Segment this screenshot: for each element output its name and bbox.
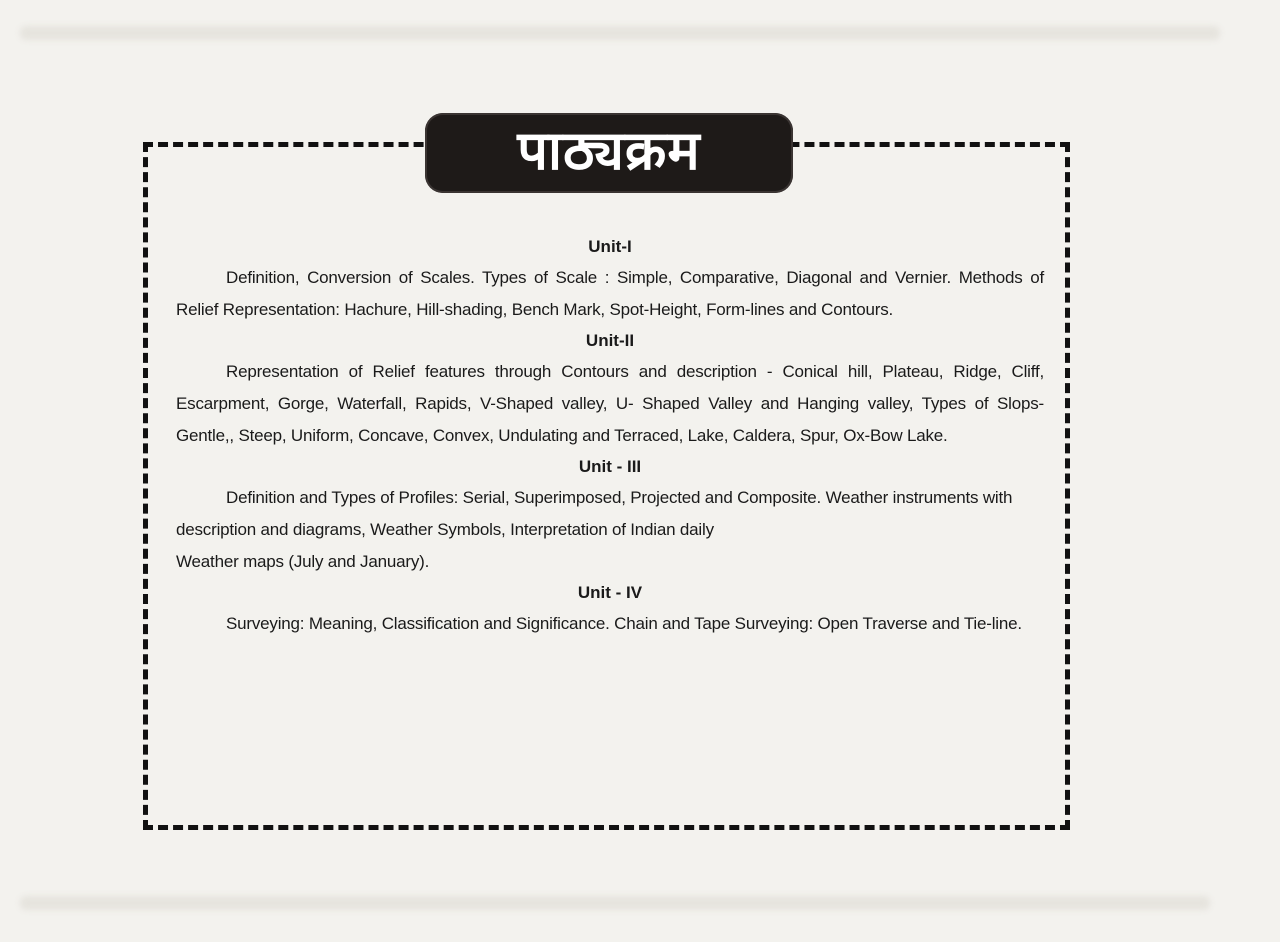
unit-3-section [176, 452, 1044, 578]
bleed-through-bottom [20, 896, 1210, 910]
unit-1-heading: Unit-I [588, 237, 632, 256]
page-title: पाठ्यक्रम [517, 119, 701, 182]
unit-3-heading: Unit - III [578, 457, 642, 476]
unit-2-section [176, 326, 1044, 452]
unit-2-heading: Unit-II [585, 331, 635, 350]
unit-1-description: Definition, Conversion of Scales. Types of Scale : Simple, Comparative, Diagonal and Vernier. Methods of Relief Representation: Hachure, Hill-shading, Bench Mark, Spot-Height, Form-lines and Contours. [176, 268, 1044, 319]
unit-2-description: Representation of Relief features through Contours and description - Conical hill, Plateau, Ridge, Cliff, Escarpment, Gorge, Waterfall, Rapids, V-Shaped valley, U- Shaped Valley and Hanging valley, Types of Slops-Gentle,, Steep, Uniform, Concave, Convex, Undulating and Terraced, Lake, Caldera, Spur, Ox-Bow Lake. [176, 362, 1044, 445]
unit-4-description: Surveying: Meaning, Classification and Significance. Chain and Tape Surveying: Open Traverse and Tie-line. [226, 614, 1022, 633]
title-badge [425, 113, 793, 193]
syllabus-content [176, 232, 1044, 640]
unit-1-section [176, 232, 1044, 326]
bleed-through-top [20, 26, 1220, 40]
unit-3-description-continued: Weather maps (July and January). [176, 552, 430, 571]
unit-4-heading: Unit - IV [577, 583, 643, 602]
unit-4-section [176, 578, 1044, 640]
unit-3-description: Definition and Types of Profiles: Serial, Superimposed, Projected and Composite. Weather instruments with description and diagrams, Weather Symbols, Interpretation of Indian daily [176, 488, 1013, 539]
